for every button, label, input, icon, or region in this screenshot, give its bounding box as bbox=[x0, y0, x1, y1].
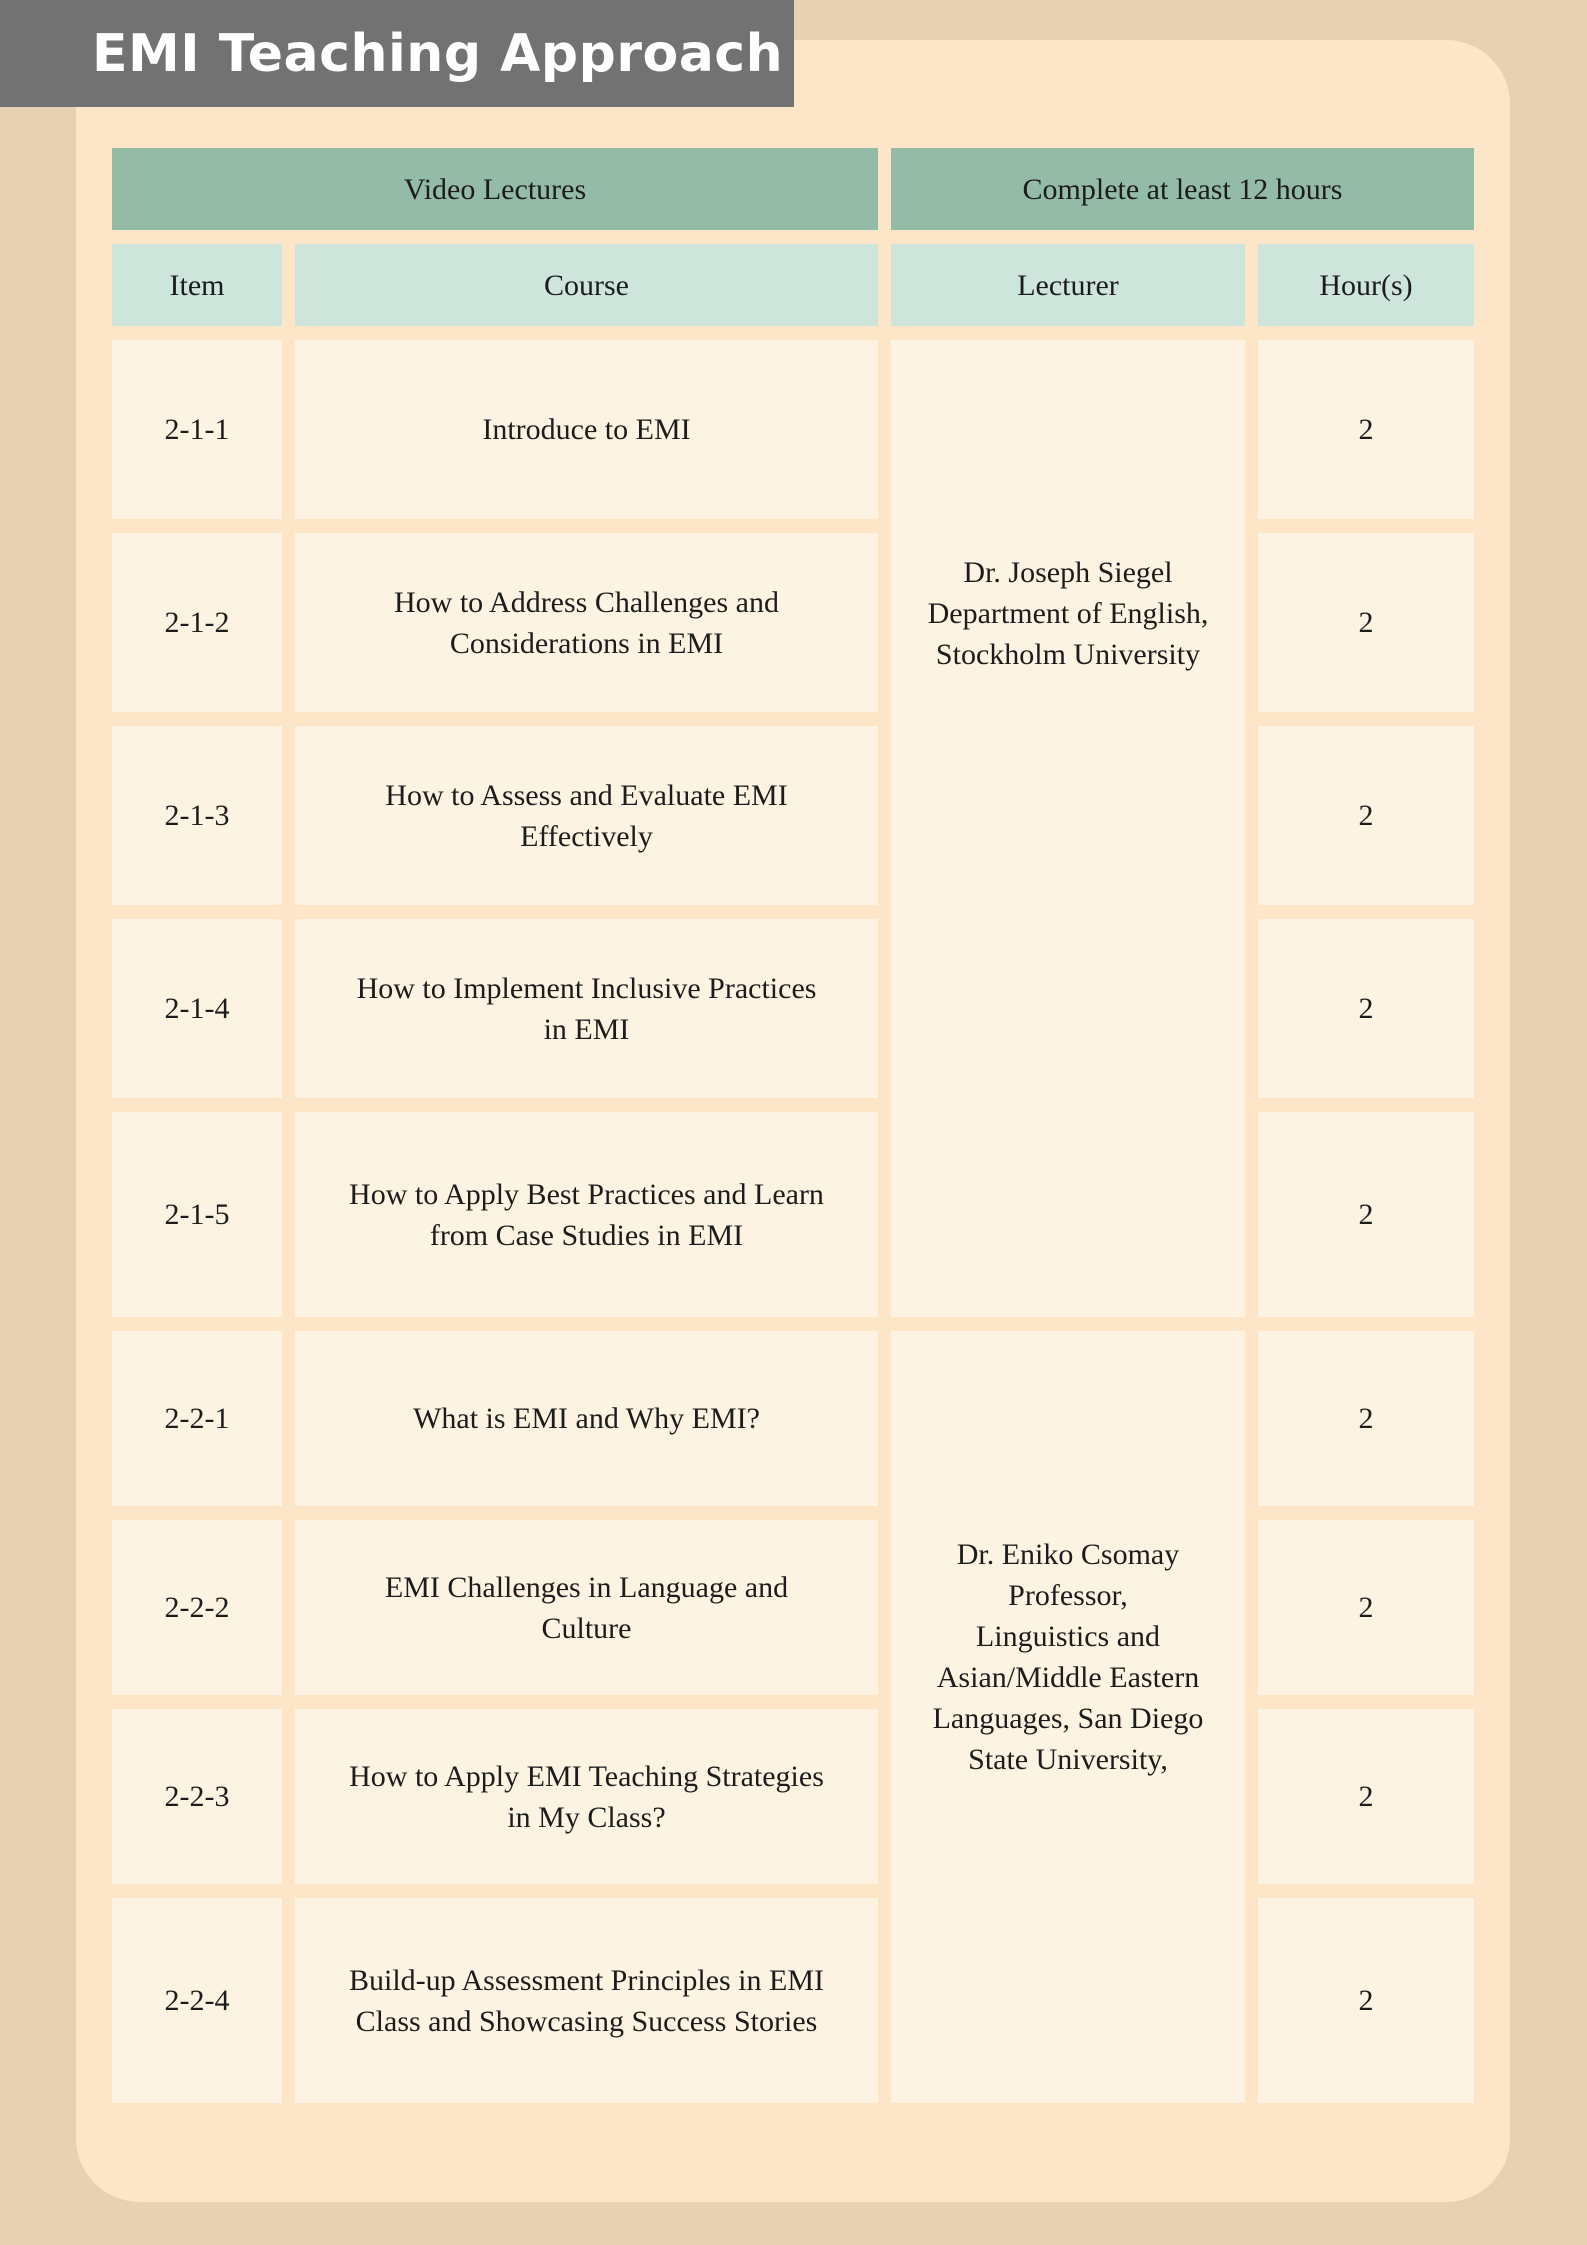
column-header-item: Item bbox=[112, 244, 282, 326]
section-header: Video Lectures bbox=[112, 148, 878, 230]
course-cell: How to Implement Inclusive Practices in EMI bbox=[295, 919, 878, 1098]
item-cell: 2-2-4 bbox=[112, 1898, 282, 2103]
item-cell: 2-1-2 bbox=[112, 533, 282, 712]
course-table bbox=[112, 148, 1475, 2103]
hours-cell: 2 bbox=[1258, 1520, 1474, 1695]
requirement-header: Complete at least 12 hours bbox=[891, 148, 1474, 230]
hours-cell: 2 bbox=[1258, 1709, 1474, 1884]
hours-cell: 2 bbox=[1258, 1112, 1474, 1317]
hours-cell: 2 bbox=[1258, 919, 1474, 1098]
item-cell: 2-1-3 bbox=[112, 726, 282, 905]
hours-cell: 2 bbox=[1258, 340, 1474, 519]
course-cell: What is EMI and Why EMI? bbox=[295, 1331, 878, 1506]
hours-cell: 2 bbox=[1258, 1331, 1474, 1506]
item-cell: 2-2-2 bbox=[112, 1520, 282, 1695]
column-header-hours: Hour(s) bbox=[1258, 244, 1474, 326]
course-cell: How to Apply Best Practices and Learn from Case Studies in EMI bbox=[295, 1112, 878, 1317]
course-cell: How to Apply EMI Teaching Strategies in My Class? bbox=[295, 1709, 878, 1884]
course-cell: How to Address Challenges and Considerations in EMI bbox=[295, 533, 878, 712]
column-header-course: Course bbox=[295, 244, 878, 326]
item-cell: 2-1-4 bbox=[112, 919, 282, 1098]
item-cell: 2-2-1 bbox=[112, 1331, 282, 1506]
course-cell: Build-up Assessment Principles in EMI Class and Showcasing Success Stories bbox=[295, 1898, 878, 2103]
hours-cell: 2 bbox=[1258, 1898, 1474, 2103]
column-header-lecturer: Lecturer bbox=[891, 244, 1245, 326]
course-cell: EMI Challenges in Language and Culture bbox=[295, 1520, 878, 1695]
course-cell: Introduce to EMI bbox=[295, 340, 878, 519]
hours-cell: 2 bbox=[1258, 533, 1474, 712]
hours-cell: 2 bbox=[1258, 726, 1474, 905]
title-banner bbox=[0, 0, 794, 107]
item-cell: 2-1-1 bbox=[112, 340, 282, 519]
lecturer-cell-siegel: Dr. Joseph Siegel Department of English, Stockholm University bbox=[891, 340, 1245, 1317]
item-cell: 2-1-5 bbox=[112, 1112, 282, 1317]
course-cell: How to Assess and Evaluate EMI Effectively bbox=[295, 726, 878, 905]
lecturer-cell-csomay: Dr. Eniko Csomay Professor, Linguistics and Asian/Middle Eastern Languages, San Diego State University, bbox=[891, 1331, 1245, 2103]
page-title: EMI Teaching Approach bbox=[92, 23, 784, 84]
item-cell: 2-2-3 bbox=[112, 1709, 282, 1884]
